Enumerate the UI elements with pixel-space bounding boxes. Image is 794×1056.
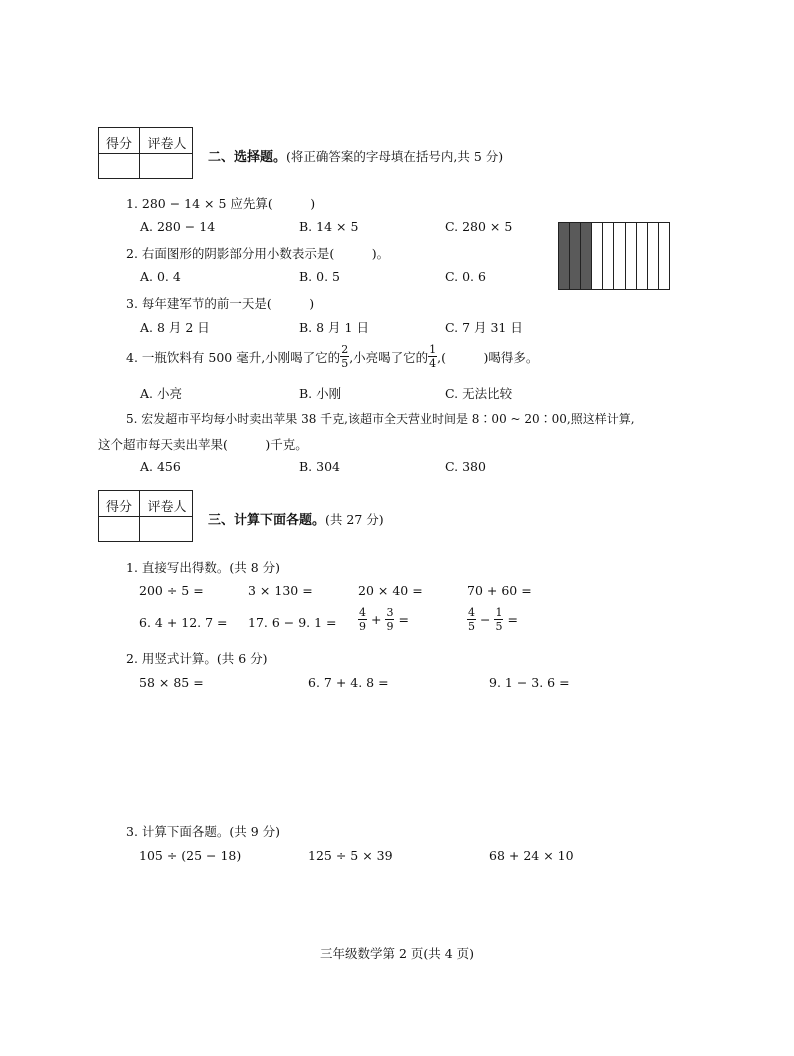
grader-label: 评卷人: [147, 500, 187, 515]
calc-2-2: 17. 6 − 9. 1 =: [248, 615, 337, 630]
shaded-strips-figure: [558, 222, 670, 290]
denominator: 9: [359, 620, 366, 633]
q4-text-2: ,小亮喝了它的: [349, 349, 429, 365]
denominator: 9: [386, 620, 394, 633]
q5-option-b: B. 304: [299, 459, 340, 474]
fraction-4-9: [358, 607, 367, 632]
q3-stem: 3. 每年建军节的前一天是( ): [126, 296, 315, 311]
calc-1-4: 70 + 60 =: [467, 583, 532, 598]
q3-option-c: C. 7 月 31 日: [445, 320, 523, 335]
q2-option-a: A. 0. 4: [140, 269, 181, 284]
shaded-strip: [570, 223, 581, 289]
q1-option-c: C. 280 × 5: [445, 219, 513, 234]
section2-heading: [208, 146, 503, 165]
q4-fraction-1-4: [428, 344, 437, 369]
calc-1-1: 200 ÷ 5 =: [139, 583, 204, 598]
score-box-section3: [98, 490, 193, 542]
mixed-calc-2: 125 ÷ 5 × 39: [308, 848, 393, 863]
q5-option-c: C. 380: [445, 459, 486, 474]
blank-strip: [614, 223, 625, 289]
part3-title: 3. 计算下面各题。(共 9 分): [126, 824, 281, 839]
shaded-strip: [581, 223, 592, 289]
vertical-calc-3: 9. 1 − 3. 6 =: [489, 675, 570, 690]
q4-text-1: 4. 一瓶饮料有 500 毫升,小刚喝了它的: [126, 349, 341, 365]
numerator: 3: [386, 606, 394, 619]
q1-option-a: A. 280 − 14: [140, 219, 216, 234]
equals: =: [398, 612, 409, 627]
blank-strip: [603, 223, 614, 289]
q5-option-a: A. 456: [140, 459, 181, 474]
mixed-calc-3: 68 + 24 × 10: [489, 848, 574, 863]
score-label: 得分: [105, 137, 132, 152]
q4-stem: [126, 344, 538, 369]
blank-strip: [659, 223, 669, 289]
part1-title: 1. 直接写出得数。(共 8 分): [126, 560, 281, 575]
calc-1-3: 20 × 40 =: [358, 583, 423, 598]
denominator: 5: [468, 620, 475, 633]
fraction-1-5: [494, 607, 503, 632]
q4-option-a: A. 小亮: [140, 386, 182, 401]
score-label: 得分: [105, 500, 132, 515]
fraction-4-5: [467, 607, 476, 632]
calc-1-2: 3 × 130 =: [248, 583, 313, 598]
q4-f2-numerator: 1: [429, 343, 437, 356]
q1-stem: 1. 280 − 14 × 5 应先算( ): [126, 196, 316, 211]
section3-heading: [208, 509, 384, 528]
q2-option-c: C. 0. 6: [445, 269, 486, 284]
q4-f1-denominator: 5: [341, 357, 349, 370]
part2-title: 2. 用竖式计算。(共 6 分): [126, 651, 268, 666]
q4-f1-numerator: 2: [341, 343, 349, 356]
q3-option-a: A. 8 月 2 日: [140, 320, 210, 335]
q4-option-b: B. 小刚: [299, 386, 342, 401]
blank-strip: [637, 223, 648, 289]
q3-option-b: B. 8 月 1 日: [299, 320, 369, 335]
equals: =: [507, 612, 518, 627]
vertical-calc-2: 6. 7 + 4. 8 =: [308, 675, 389, 690]
page-footer: 三年级数学第 2 页(共 4 页): [319, 946, 475, 961]
q5-stem-line2: 这个超市每天卖出苹果( )千克。: [98, 437, 308, 452]
shaded-strip: [559, 223, 570, 289]
section3-title: 三、计算下面各题。: [208, 513, 326, 528]
q2-stem: 2. 右面图形的阴影部分用小数表示是( )。: [126, 246, 390, 261]
q5-stem-line1: 5. 宏发超市平均每小时卖出苹果 38 千克,该超市全天营业时间是 8∶00 ~ 20∶00,照这样计算,: [126, 412, 635, 426]
operator: +: [370, 612, 382, 627]
fraction-3-9: [385, 607, 394, 632]
section2-title: 二、选择题。: [208, 150, 287, 165]
q4-fraction-2-5: [340, 344, 349, 369]
section3-note: (共 27 分): [325, 512, 384, 527]
section2-note: (将正确答案的字母填在括号内,共 5 分): [286, 149, 504, 164]
grader-label: 评卷人: [147, 137, 187, 152]
numerator: 4: [468, 606, 475, 619]
score-box-section2: [98, 127, 193, 179]
numerator: 4: [359, 606, 366, 619]
q2-option-b: B. 0. 5: [299, 269, 340, 284]
blank-strip: [648, 223, 659, 289]
q1-option-b: B. 14 × 5: [299, 219, 359, 234]
numerator: 1: [495, 606, 503, 619]
blank-strip: [626, 223, 637, 289]
blank-strip: [592, 223, 603, 289]
calc-2-4: [467, 607, 518, 632]
q4-text-3: ,( )喝得多。: [437, 349, 539, 365]
calc-2-3: [358, 607, 409, 632]
q4-option-c: C. 无法比较: [445, 386, 513, 401]
calc-2-1: 6. 4 + 12. 7 =: [139, 615, 228, 630]
operator: −: [479, 612, 491, 627]
mixed-calc-1: 105 ÷ (25 − 18): [139, 848, 242, 863]
vertical-calc-1: 58 × 85 =: [139, 675, 204, 690]
q4-f2-denominator: 4: [429, 357, 437, 370]
denominator: 5: [495, 620, 503, 633]
